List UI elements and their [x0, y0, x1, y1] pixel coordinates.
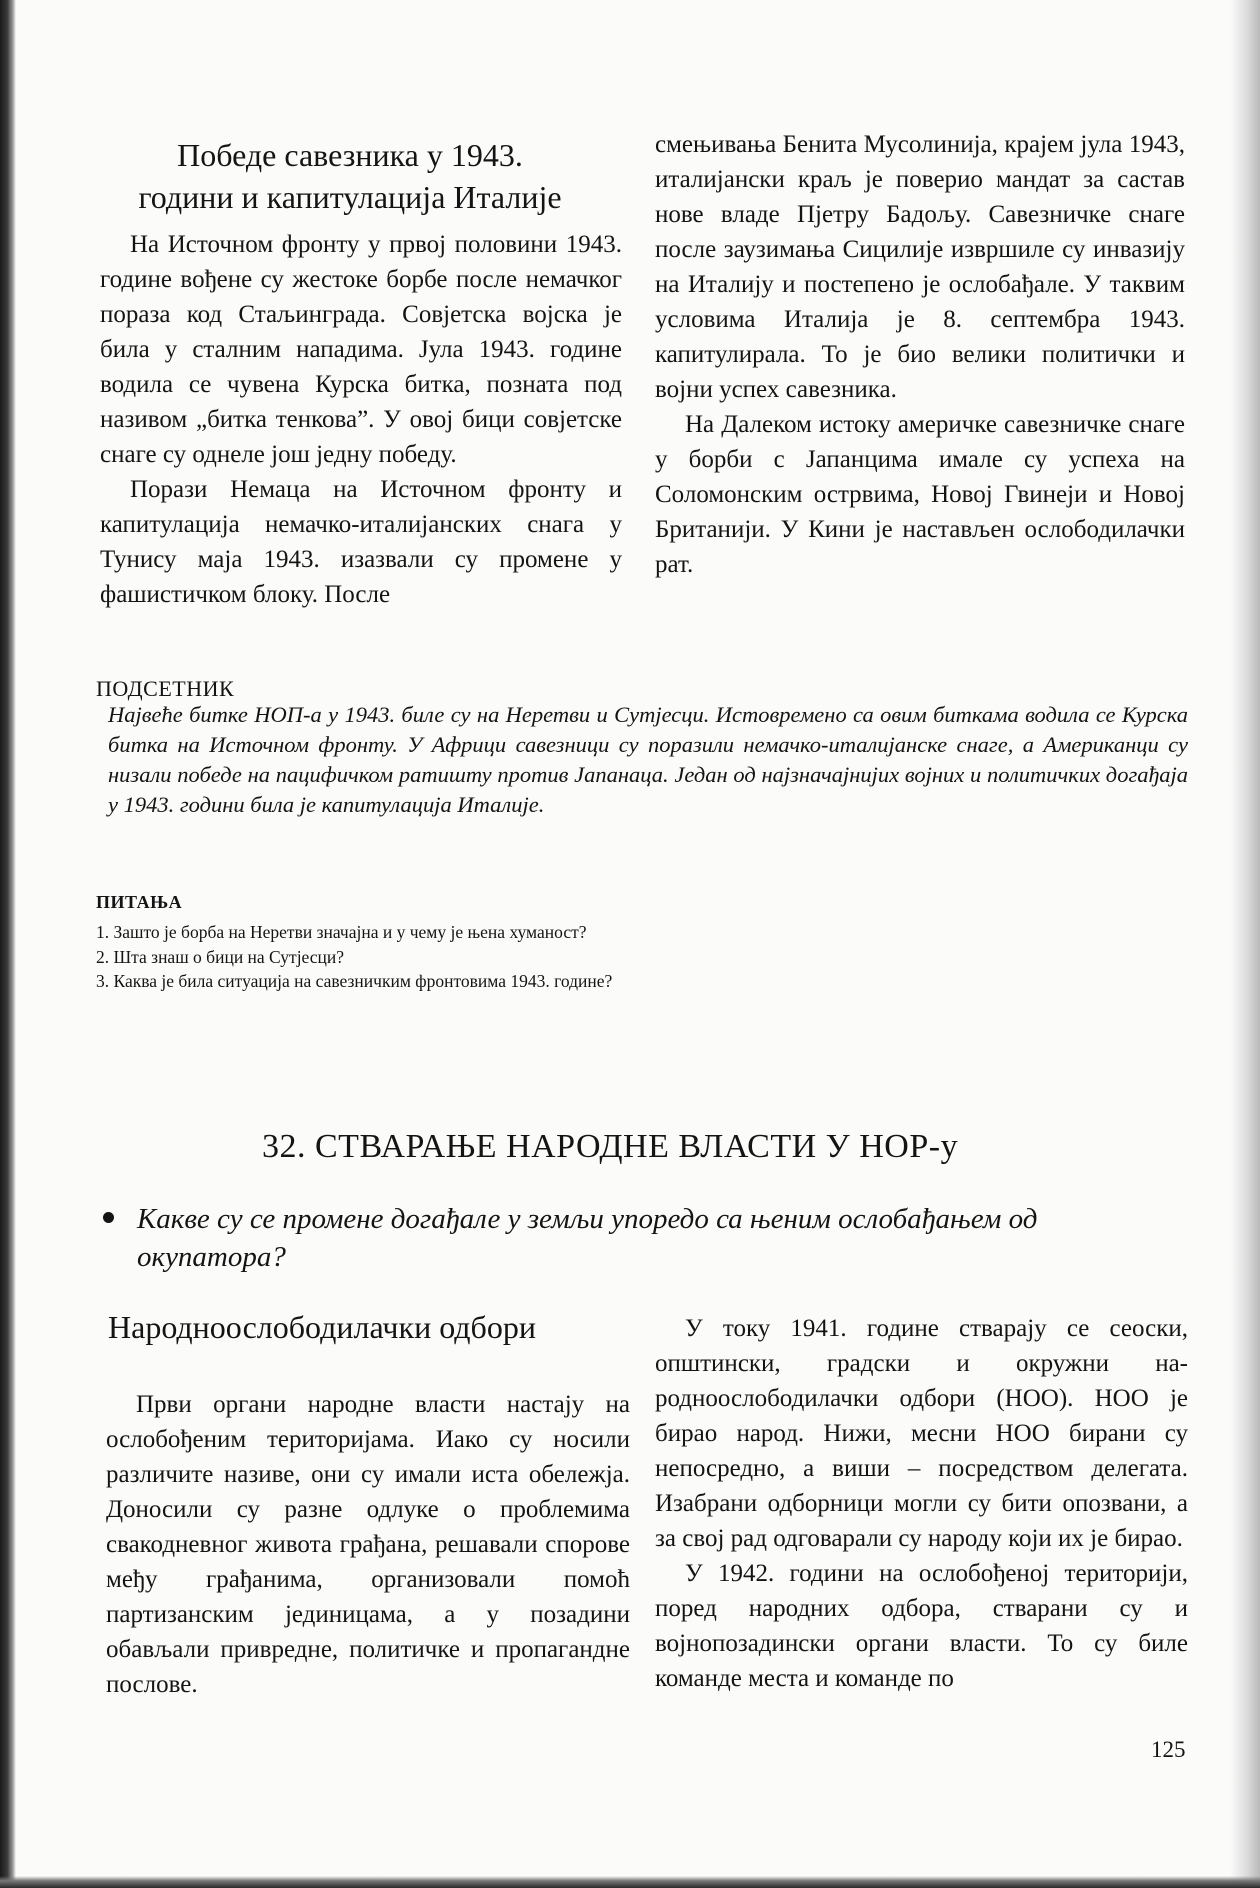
- section1-left-column: [100, 227, 622, 612]
- guiding-question-text: Какве су се промене догађале у земљи упоредо са њеним ослобађањем од окупатора?: [137, 1203, 1038, 1273]
- question-item-2: 2. Шта знаш о бици на Сутјесци?: [96, 946, 345, 967]
- reminder-text: Највеће битке НОП-а у 1943. биле су на Неретви и Сутјесци. Истовремено са овим биткама водила се Курска битка на Источном фронту. У Африци савезници су поразили немачко-италијанске снаге, а Американци су низали победе на пацифичком ратишту против Јапанаца. Један од најзначајнијих војних и политичких догађаја у 1943. години била је капитулација Италије.: [108, 702, 1188, 817]
- question-item-3: 3. Каква је била ситуација на савезничким фронтовима 1943. године?: [96, 971, 613, 991]
- paragraph-first-authorities: Први органи народне власти настају на ослобођеним територијама. Иако су носили различите називе, они су имали иста обележја. Доносили су разне одлуке о проблемима свакодневног живота грађана, решавали спорове међу грађанима, организовали помоћ партизанским јединицама, а у позадини обављали привредне, политичке и пропагандне послове.: [106, 1391, 630, 1698]
- scan-edge-shadow: [1230, 0, 1260, 1888]
- section-title-line-1: Победе савезника у 1943.: [177, 137, 523, 173]
- paragraph-eastern-front: На Источном фронту у првој половини 1943. године вођене су жестоке борбе после немачког пораза код Стаљинграда. Совјетска војска је била у сталним нападима. Јула 1943. године водила се чувена Курска битка, позната под називом „битка тенкова”. У овој бици совјетске снаге су однеле још једну победу.: [100, 231, 622, 468]
- paragraph-committees-1941: У току 1941. године стварају се сеоски, општински, градски и окружни народноослободилачки одбори (НОО). НОО је бирао народ. Нижи, месни НОО бирани су непосредно, а виши – посредством делегата. Изабрани одборници могли су бити опозвани, а за свој рад одговарали су народу који их је бирао.: [655, 1315, 1188, 1552]
- paragraph-far-east: На Далеком истоку америчке савезничке снаге у борби с Јапанцима имале су успеха на Соломонским острвима, Новој Гвинеји и Новој Британији. У Кини је настављен ослободилачки рат.: [655, 411, 1185, 578]
- scan-bottom-shadow: [0, 1876, 1260, 1888]
- section2-right-column: [655, 1311, 1188, 1696]
- section-title-liberation-committees: Народноослободилачки одбори: [108, 1309, 536, 1345]
- questions-label: ПИТАЊА: [96, 892, 183, 912]
- paragraph-italy-capitulation: смењивања Бенита Мусолинија, крајем јула 1943, италијански краљ је поверио мандат за састав нове владе Пјетру Бадољу. Савезничке снаге после заузимања Сицилије извршиле су инвазију на Италију и постепено је ослобађале. У таквим условима Италија је 8. септембра 1943. капитулирала. То је био велики политички и војни успех савезника.: [655, 131, 1185, 403]
- scan-binding-shadow: [0, 0, 16, 1888]
- chapter-title: 32. СТВАРАЊЕ НАРОДНЕ ВЛАСТИ У НОР-у: [262, 1128, 959, 1165]
- paragraph-military-authorities-1942: У 1942. години на ослобођеној територији, поред народних одбора, стварани су и војнопозадински органи власти. То су биле команде места и команде по: [655, 1560, 1188, 1692]
- question-item-1: 1. Зашто је борба на Неретви значајна и у чему је њена хуманост?: [96, 922, 587, 942]
- paragraph-fascist-bloc: Порази Немаца на Источном фронту и капитулација немачко-италијанских снага у Тунису маја 1943. изазвали су промене у фашистичком блоку. После: [100, 476, 622, 608]
- bullet-icon: [103, 1212, 114, 1223]
- section2-left-column: [106, 1387, 630, 1702]
- page-number: 125: [1151, 1737, 1186, 1762]
- questions-list: [96, 920, 1096, 994]
- section-title-line-2: години и капитулација Италије: [138, 179, 562, 215]
- section1-right-column: [655, 127, 1185, 582]
- reminder-label: ПОДСЕТНИК: [96, 676, 235, 701]
- chapter-guiding-question: [103, 1200, 1103, 1276]
- section-title-allied-victories: [110, 134, 590, 218]
